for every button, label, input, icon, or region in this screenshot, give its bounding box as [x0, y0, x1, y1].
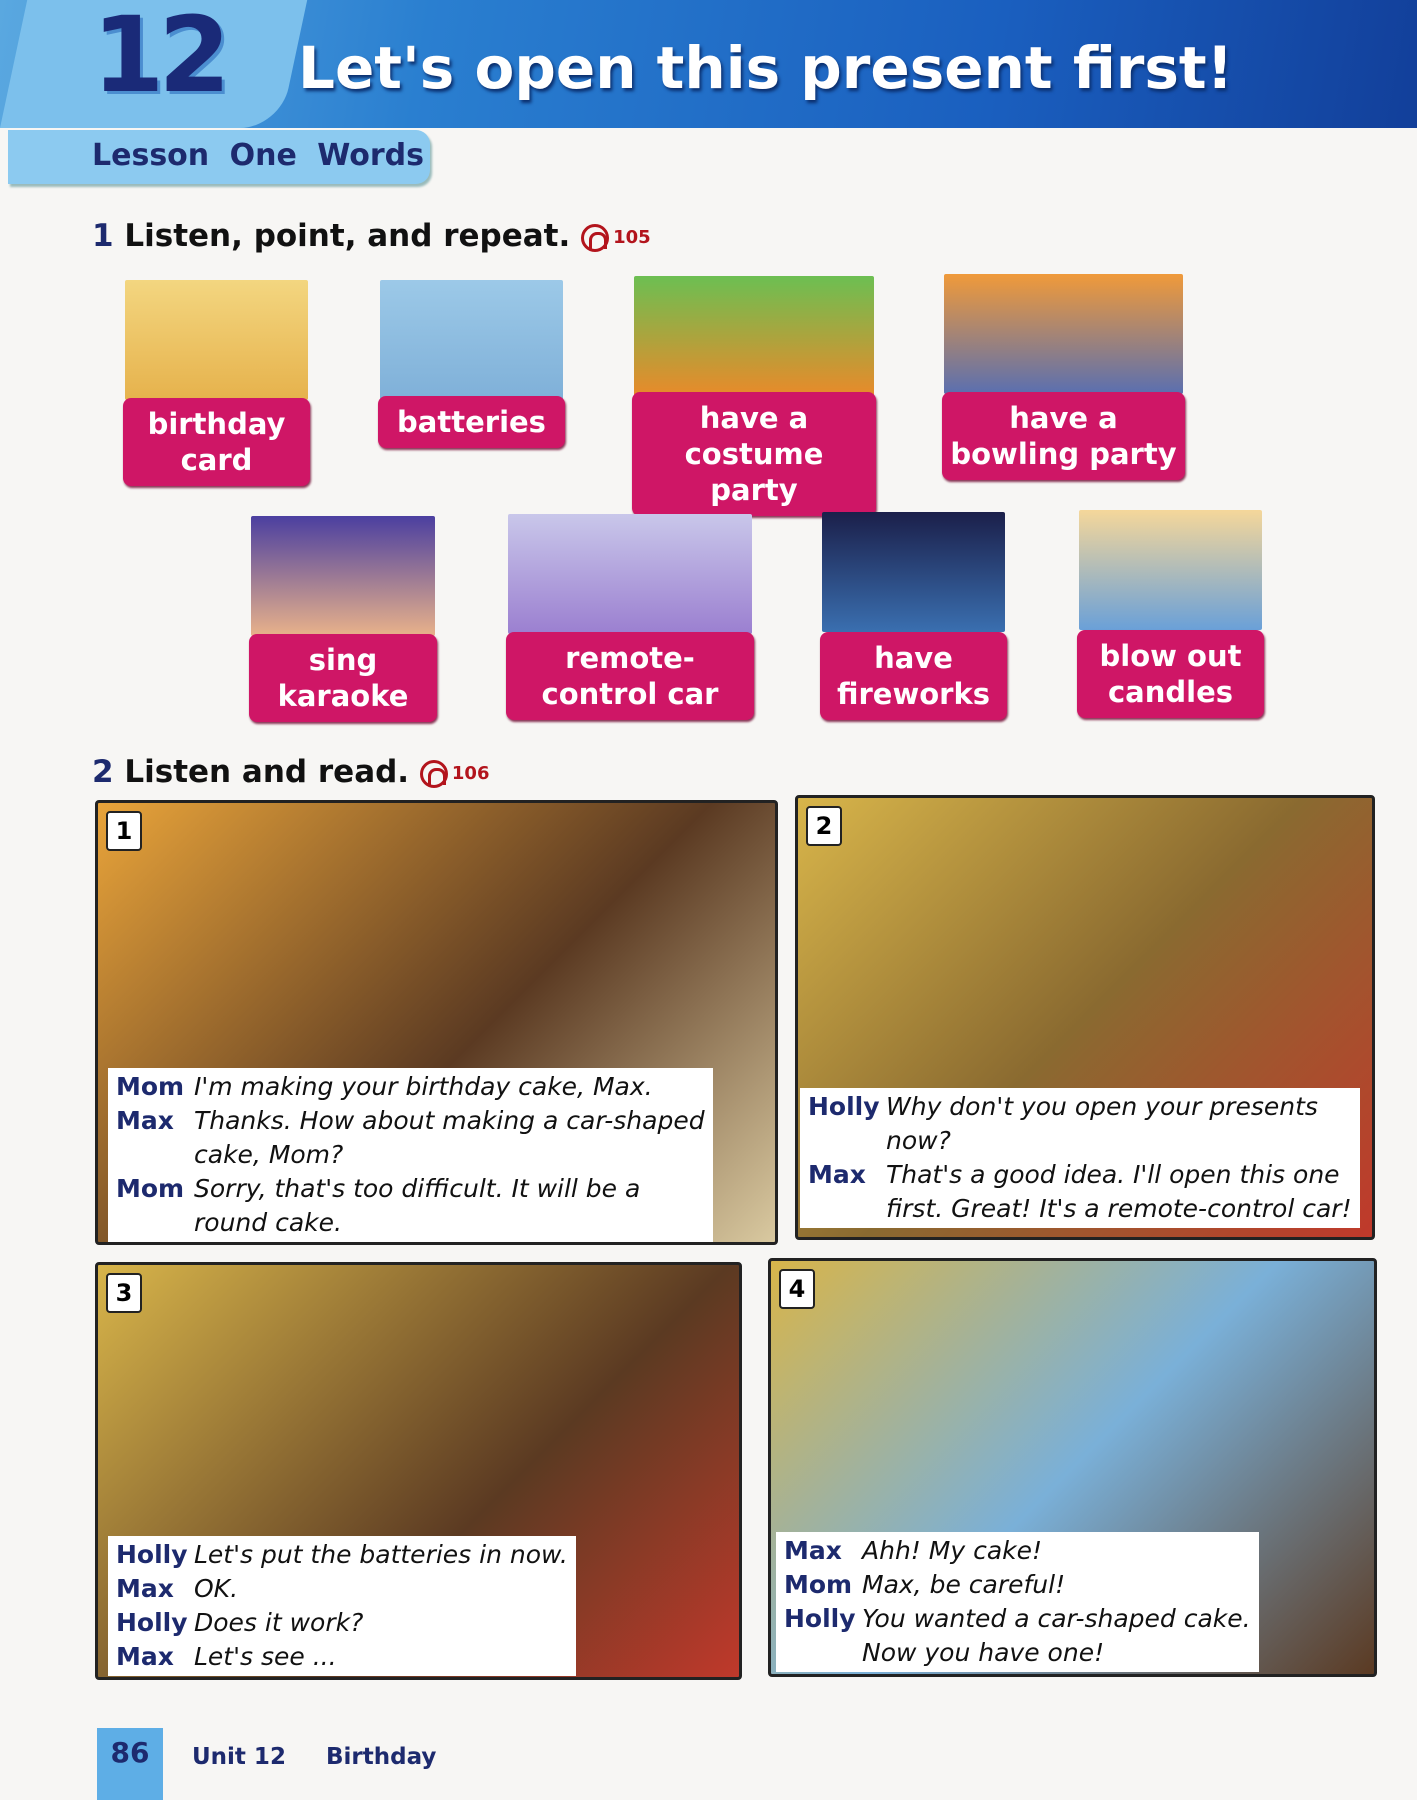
word-card[interactable]: [125, 280, 308, 477]
word-illustration: [251, 516, 435, 636]
footer-topic: Birthday: [326, 1744, 437, 1770]
dialogue-line-continued: cake, Mom?: [194, 1140, 344, 1169]
line-text: Let's put the batteries in now.: [194, 1540, 568, 1569]
section-title: Listen, point, and repeat.: [124, 218, 571, 254]
page-title: Let's open this present first!: [298, 34, 1234, 102]
word-card[interactable]: [634, 276, 874, 507]
dialogue-line: [784, 1602, 1251, 1636]
word-label: remote-control car: [506, 632, 754, 720]
dialogue-line-continued: round cake.: [194, 1208, 342, 1237]
section-1-heading: [92, 218, 651, 254]
section-number: 1: [92, 218, 114, 254]
dialogue-line-continued: now?: [886, 1126, 951, 1155]
section-2-heading: [92, 754, 489, 790]
word-illustration: [508, 514, 752, 634]
dialogue-line: [784, 1568, 1251, 1602]
word-label: birthday card: [123, 398, 310, 486]
word-label: have a bowling party: [942, 392, 1185, 480]
word-label: have fireworks: [820, 632, 1007, 720]
dialogue-line: [808, 1158, 1352, 1192]
section-title: Listen and read.: [124, 754, 410, 790]
speaker: Holly: [116, 1608, 188, 1637]
dialogue-box: [776, 1532, 1259, 1672]
dialogue-line: [116, 1172, 705, 1206]
dialogue-line-continued: first. Great! It's a remote-control car!: [886, 1194, 1352, 1223]
speaker: Max: [116, 1642, 174, 1671]
word-label: blow out candles: [1077, 630, 1264, 718]
line-text: OK.: [194, 1574, 239, 1603]
track-number: 106: [451, 763, 490, 784]
line-text: Why don't you open your presents: [886, 1092, 1318, 1121]
speaker: Mom: [116, 1072, 185, 1101]
word-illustration: [1079, 510, 1262, 630]
word-card[interactable]: [380, 280, 563, 439]
headphones-icon: [581, 224, 609, 252]
word-label: batteries: [378, 396, 565, 448]
panel-number: 2: [806, 806, 842, 846]
line-text: Sorry, that's too difficult. It will be a: [194, 1174, 641, 1203]
line-text: That's a good idea. I'll open this one: [886, 1160, 1340, 1189]
line-text: You wanted a car-shaped cake.: [862, 1604, 1251, 1633]
word-illustration: [125, 280, 308, 400]
line-text: Let's see ...: [194, 1642, 337, 1671]
speaker: Holly: [116, 1540, 188, 1569]
line-text: I'm making your birthday cake, Max.: [194, 1072, 653, 1101]
line-text: Thanks. How about making a car-shaped: [194, 1106, 705, 1135]
word-card[interactable]: [508, 514, 752, 711]
word-label: have a costume party: [632, 392, 876, 516]
section-number: 2: [92, 754, 114, 790]
panel-number: 4: [779, 1269, 815, 1309]
word-illustration: [944, 274, 1183, 394]
word-illustration: [634, 276, 874, 396]
speaker: Max: [116, 1574, 174, 1603]
dialogue-line: [808, 1090, 1352, 1124]
word-card[interactable]: [1079, 510, 1262, 709]
word-card[interactable]: [944, 274, 1183, 471]
speaker: Max: [116, 1106, 174, 1135]
footer-unit: Unit 12: [192, 1744, 286, 1770]
dialogue-box: [108, 1068, 713, 1242]
dialogue-line: [116, 1070, 705, 1104]
audio-track[interactable]: [420, 760, 490, 788]
dialogue-box: [108, 1536, 576, 1676]
speaker: Max: [808, 1160, 866, 1189]
word-label: sing karaoke: [249, 634, 437, 722]
word-illustration: [822, 512, 1005, 632]
audio-track[interactable]: [581, 224, 651, 252]
speaker: Mom: [784, 1570, 853, 1599]
page-number: 86: [110, 1736, 150, 1769]
speaker: Holly: [808, 1092, 880, 1121]
word-card[interactable]: [822, 512, 1005, 711]
line-text: Ahh! My cake!: [862, 1536, 1043, 1565]
panel-number: 1: [106, 811, 142, 851]
dialogue-line: [116, 1606, 568, 1640]
dialogue-line: [116, 1104, 705, 1138]
dialogue-line: [116, 1538, 568, 1572]
unit-number: 12: [92, 0, 225, 116]
word-card[interactable]: [251, 516, 435, 713]
speaker: Holly: [784, 1604, 856, 1633]
headphones-icon: [420, 760, 448, 788]
dialogue-line-continued: Now you have one!: [862, 1638, 1105, 1667]
dialogue-box: [800, 1088, 1360, 1228]
speaker: Max: [784, 1536, 842, 1565]
lesson-label: Lesson One Words: [92, 138, 424, 173]
panel-number: 3: [106, 1273, 142, 1313]
dialogue-line: [116, 1640, 568, 1674]
line-text: Max, be careful!: [862, 1570, 1066, 1599]
dialogue-line: [784, 1534, 1251, 1568]
speaker: Mom: [116, 1174, 185, 1203]
dialogue-line: [116, 1572, 568, 1606]
line-text: Does it work?: [194, 1608, 364, 1637]
track-number: 105: [613, 227, 651, 248]
word-illustration: [380, 280, 563, 400]
